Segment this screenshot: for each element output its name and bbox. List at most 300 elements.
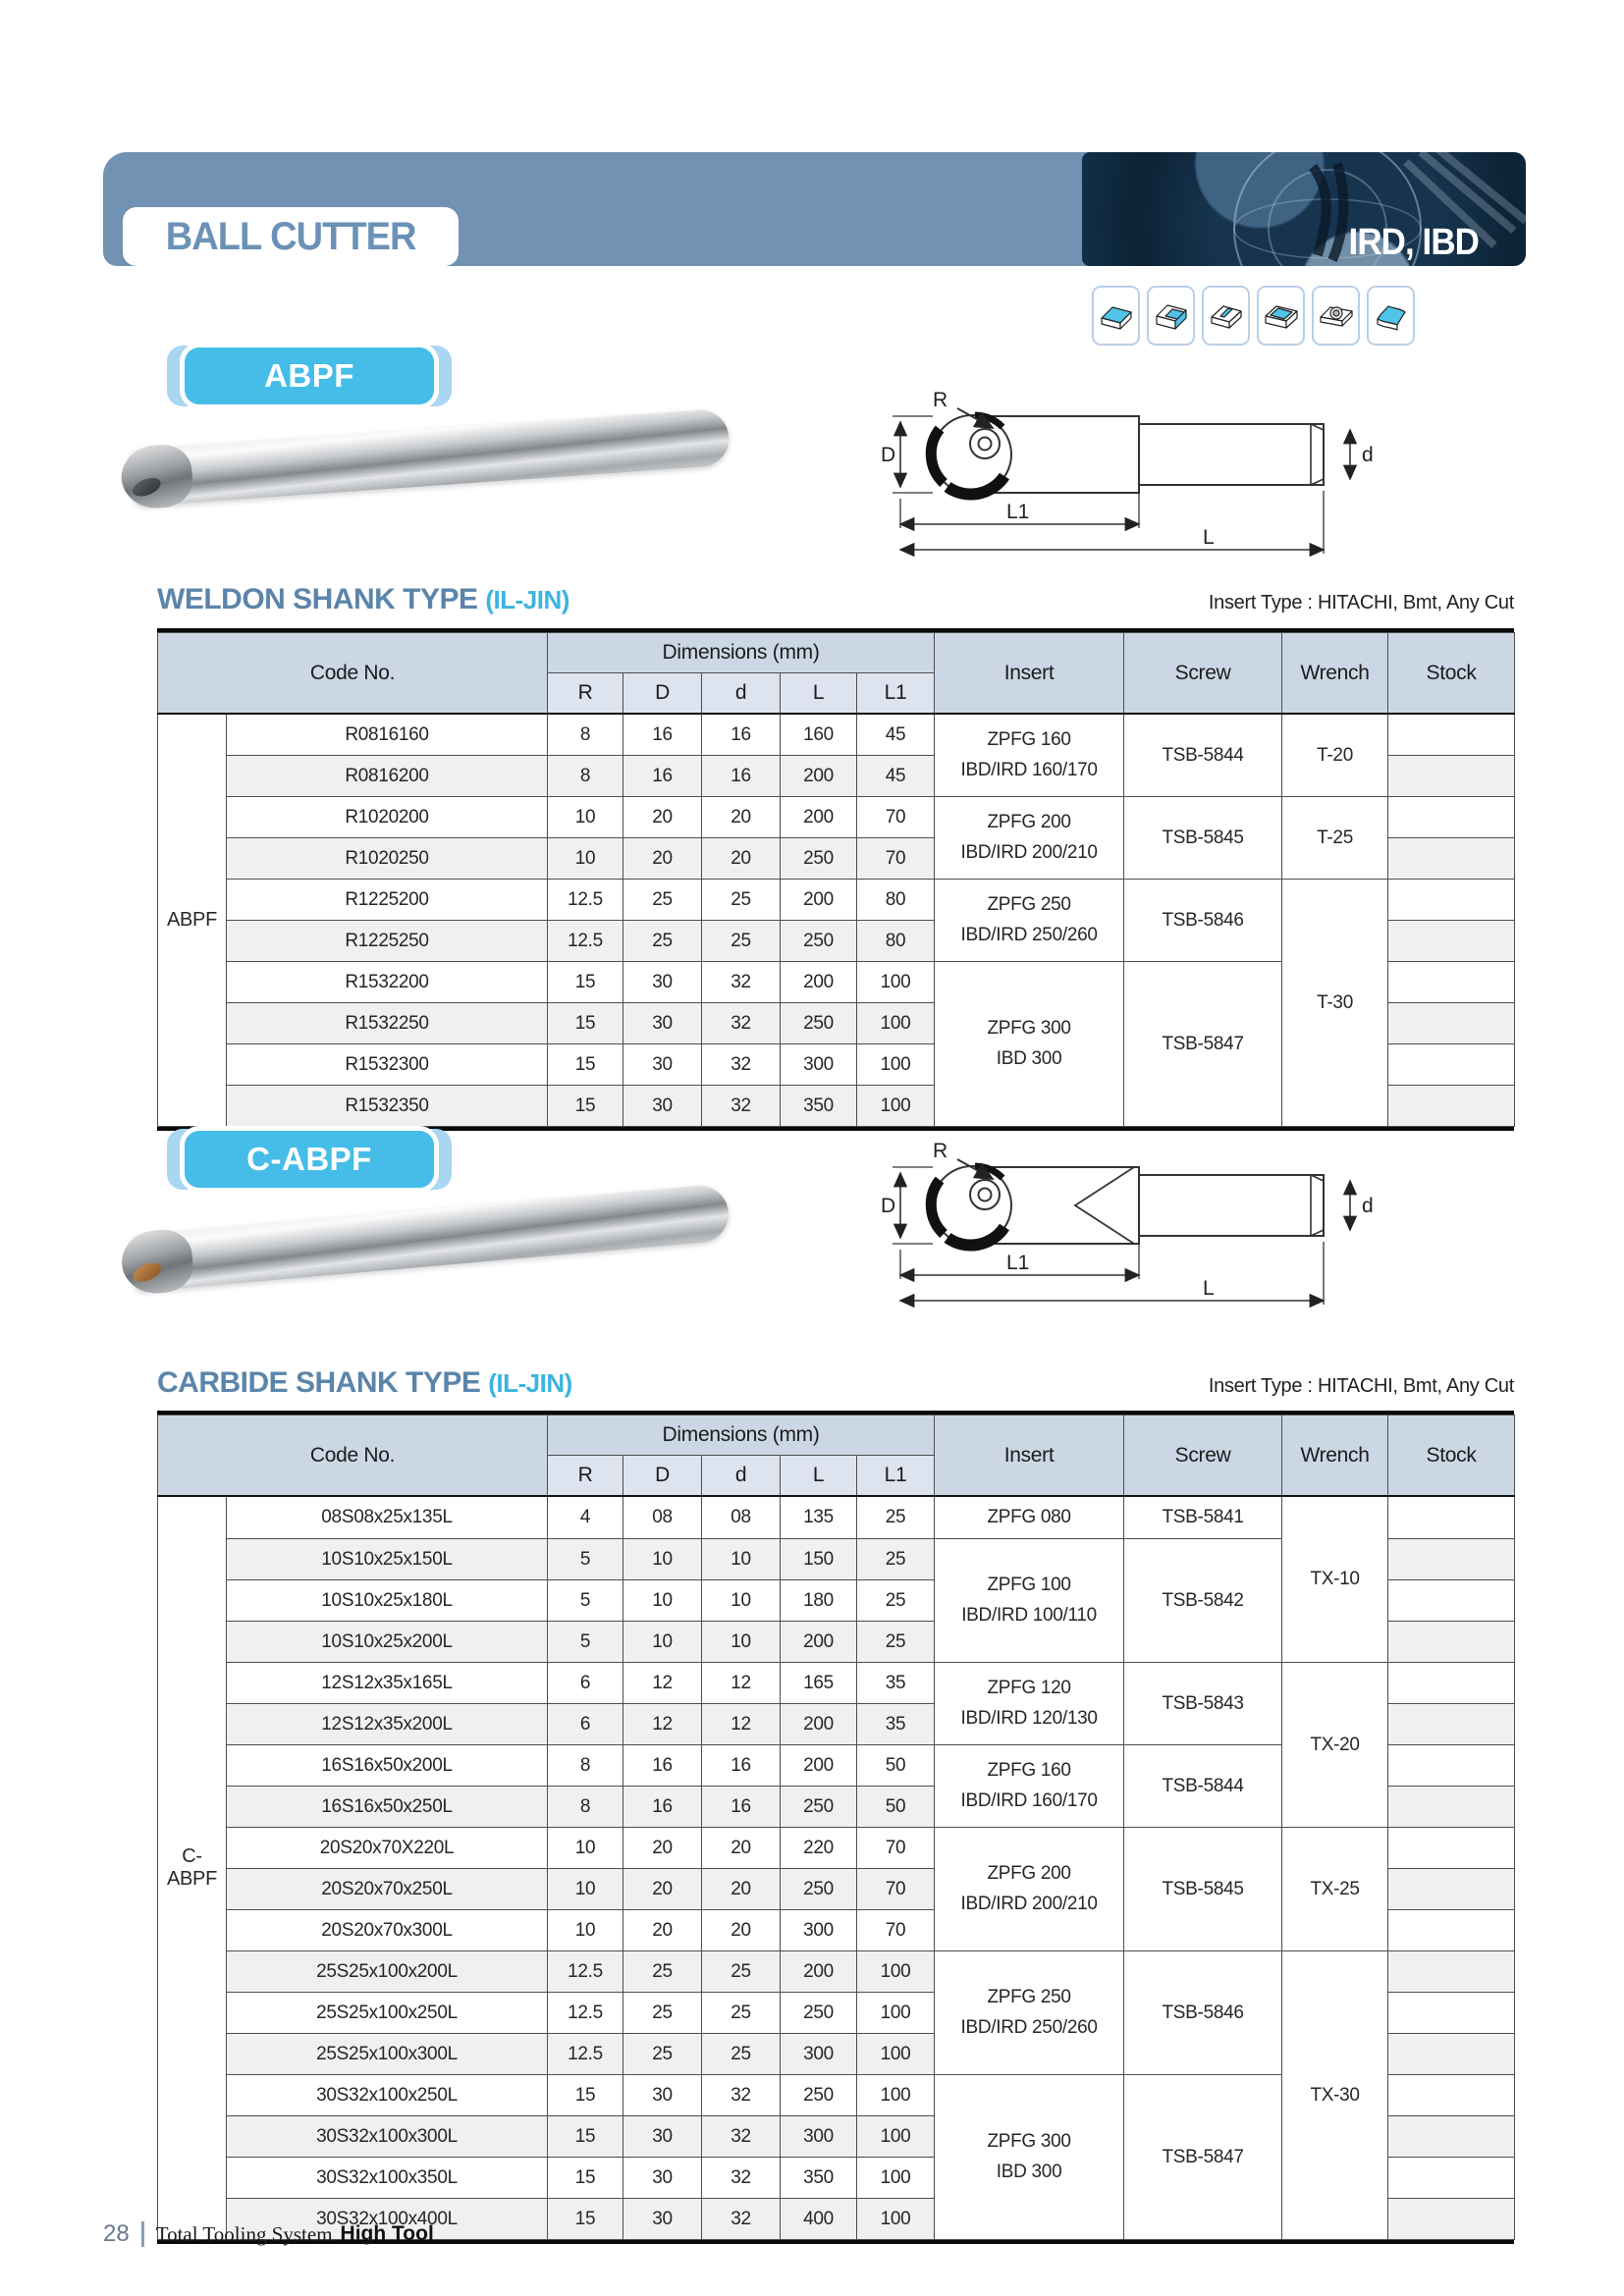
stock-cell (1388, 797, 1515, 838)
dim-cell: 100 (857, 1086, 935, 1127)
dim-cell: 100 (857, 2075, 935, 2116)
dim-cell: 25 (702, 921, 781, 962)
code-cell: 16S16x50x200L (227, 1745, 548, 1787)
diagram-label-l1: L1 (1006, 501, 1030, 523)
dim-cell: 35 (857, 1663, 935, 1704)
dim-cell: 25 (623, 1993, 702, 2034)
insert-cell: ZPFG 300 IBD 300 (935, 962, 1124, 1127)
insert-cell: ZPFG 250 IBD/IRD 250/260 (935, 880, 1124, 962)
diagram-label-d: d (1362, 1195, 1374, 1217)
code-cell: R1532200 (227, 962, 548, 1003)
dim-cell: 80 (857, 880, 935, 921)
stock-cell (1388, 2199, 1515, 2240)
dim-cell: 350 (781, 1086, 857, 1127)
dim-cell: 12.5 (548, 921, 623, 962)
screw-cell: TSB-5844 (1124, 1745, 1282, 1828)
code-cell: 10S10x25x150L (227, 1539, 548, 1580)
dim-cell: 400 (781, 2199, 857, 2240)
insert-wave-icon (1367, 286, 1415, 346)
dim-cell: 20 (623, 1869, 702, 1910)
code-cell: R1020250 (227, 838, 548, 880)
stock-cell (1388, 756, 1515, 797)
col-subheader-dim: D (623, 1456, 702, 1497)
dim-cell: 16 (623, 1787, 702, 1828)
stock-cell (1388, 2158, 1515, 2199)
dim-cell: 32 (702, 2075, 781, 2116)
section-heading-weldon (157, 583, 1514, 616)
table-row (158, 1828, 1515, 1869)
stock-cell (1388, 1086, 1515, 1127)
col-header-insert: Insert (935, 1415, 1124, 1497)
dim-cell: 20 (623, 1910, 702, 1951)
dim-cell: 250 (781, 2075, 857, 2116)
dim-cell: 250 (781, 838, 857, 880)
insert-slot-icon (1202, 286, 1250, 346)
dim-cell: 20 (623, 797, 702, 838)
dim-cell: 45 (857, 714, 935, 756)
dim-cell: 32 (702, 1086, 781, 1127)
stock-cell (1388, 714, 1515, 756)
stock-cell (1388, 921, 1515, 962)
corner-label: IRD, IBD (1348, 222, 1479, 263)
dim-cell: 32 (702, 1044, 781, 1086)
tech-diagram-c-abpf (879, 1134, 1384, 1315)
dim-cell: 150 (781, 1539, 857, 1580)
wrench-cell: TX-10 (1282, 1496, 1388, 1663)
section-heading-carbide (157, 1366, 1514, 1400)
dim-cell: 35 (857, 1704, 935, 1745)
dim-cell: 12 (702, 1704, 781, 1745)
wrench-cell: TX-25 (1282, 1828, 1388, 1951)
dim-cell: 10 (548, 797, 623, 838)
dim-cell: 50 (857, 1787, 935, 1828)
series-badge-label: ABPF (264, 357, 354, 394)
dim-cell: 32 (702, 2116, 781, 2158)
dim-cell: 16 (702, 1745, 781, 1787)
code-cell: 30S32x100x300L (227, 2116, 548, 2158)
insert-cell: ZPFG 200 IBD/IRD 200/210 (935, 797, 1124, 880)
dim-cell: 100 (857, 1003, 935, 1044)
dim-cell: 25 (623, 2034, 702, 2075)
stock-cell (1388, 962, 1515, 1003)
page-title-box (123, 207, 459, 266)
dim-cell: 12 (623, 1663, 702, 1704)
dim-cell: 15 (548, 1086, 623, 1127)
table-row (158, 1496, 1515, 1539)
table-row (158, 714, 1515, 756)
dim-cell: 100 (857, 1993, 935, 2034)
dim-cell: 16 (702, 756, 781, 797)
col-subheader-dim: R (548, 1456, 623, 1497)
footer-divider (141, 2221, 144, 2247)
code-cell: 30S32x100x250L (227, 2075, 548, 2116)
dim-cell: 5 (548, 1580, 623, 1622)
dim-cell: 12 (702, 1663, 781, 1704)
screw-cell: TSB-5843 (1124, 1663, 1282, 1745)
dim-cell: 8 (548, 1745, 623, 1787)
dim-cell: 8 (548, 714, 623, 756)
dim-cell: 12.5 (548, 1951, 623, 1993)
dim-cell: 10 (548, 838, 623, 880)
dim-cell: 200 (781, 1704, 857, 1745)
diagram-label-d: d (1362, 444, 1374, 466)
screw-cell: TSB-5847 (1124, 2075, 1282, 2240)
dim-cell: 12.5 (548, 2034, 623, 2075)
col-header-code: Code No. (158, 633, 548, 715)
dim-cell: 30 (623, 2199, 702, 2240)
code-cell: 25S25x100x300L (227, 2034, 548, 2075)
dim-cell: 80 (857, 921, 935, 962)
dim-cell: 180 (781, 1580, 857, 1622)
dim-cell: 10 (702, 1539, 781, 1580)
stock-cell (1388, 1910, 1515, 1951)
section-heading-suffix: (IL-JIN) (485, 585, 569, 614)
diagram-label-r: R (933, 1140, 948, 1162)
screw-cell: TSB-5842 (1124, 1539, 1282, 1663)
dim-cell: 8 (548, 756, 623, 797)
dim-cell: 16 (623, 756, 702, 797)
screw-cell: TSB-5844 (1124, 714, 1282, 797)
stock-cell (1388, 1539, 1515, 1580)
dim-cell: 16 (623, 714, 702, 756)
dim-cell: 15 (548, 2199, 623, 2240)
dim-cell: 5 (548, 1539, 623, 1580)
dim-cell: 20 (702, 838, 781, 880)
screw-cell: TSB-5846 (1124, 880, 1282, 962)
insert-cell: ZPFG 080 (935, 1496, 1124, 1539)
dim-cell: 30 (623, 962, 702, 1003)
code-cell: R1225200 (227, 880, 548, 921)
insert-cell: ZPFG 120 IBD/IRD 120/130 (935, 1663, 1124, 1745)
dim-cell: 70 (857, 797, 935, 838)
series-label-cell: ABPF (158, 714, 227, 1127)
screw-cell: TSB-5841 (1124, 1496, 1282, 1539)
section-heading-text: CARBIDE SHANK TYPE (157, 1366, 481, 1399)
dim-cell: 250 (781, 1003, 857, 1044)
dim-cell: 10 (702, 1580, 781, 1622)
stock-cell (1388, 880, 1515, 921)
dim-cell: 8 (548, 1787, 623, 1828)
dim-cell: 12 (623, 1704, 702, 1745)
dim-cell: 20 (623, 1828, 702, 1869)
dim-cell: 15 (548, 1044, 623, 1086)
stock-cell (1388, 1869, 1515, 1910)
code-cell: 30S32x100x400L (227, 2199, 548, 2240)
col-subheader-dim: L1 (857, 1456, 935, 1497)
dim-cell: 10 (623, 1580, 702, 1622)
spec-table (157, 1415, 1515, 2240)
tech-diagram-abpf (879, 383, 1384, 564)
dim-cell: 10 (702, 1622, 781, 1663)
dim-cell: 25 (857, 1539, 935, 1580)
table-row (158, 1663, 1515, 1704)
stock-cell (1388, 1745, 1515, 1787)
dim-cell: 70 (857, 1869, 935, 1910)
dim-cell: 20 (702, 1869, 781, 1910)
col-header-wrench: Wrench (1282, 1415, 1388, 1497)
col-subheader-dim: L (781, 1456, 857, 1497)
dim-cell: 30 (623, 2075, 702, 2116)
stock-cell (1388, 1622, 1515, 1663)
dim-cell: 32 (702, 1003, 781, 1044)
footer-series-title: Total Tooling System (155, 2221, 333, 2246)
dim-cell: 12.5 (548, 880, 623, 921)
code-cell: R1532350 (227, 1086, 548, 1127)
code-cell: 08S08x25x135L (227, 1496, 548, 1539)
insert-step-icon (1147, 286, 1195, 346)
wrench-cell: T-20 (1282, 714, 1388, 797)
dim-cell: 70 (857, 838, 935, 880)
insert-shape-icons (1092, 286, 1415, 346)
product-photo-c-abpf (113, 1168, 751, 1315)
dim-cell: 20 (623, 838, 702, 880)
col-header-stock: Stock (1388, 1415, 1515, 1497)
dim-cell: 15 (548, 2116, 623, 2158)
dim-cell: 200 (781, 756, 857, 797)
diagram-label-l: L (1203, 526, 1215, 549)
stock-cell (1388, 1003, 1515, 1044)
dim-cell: 10 (623, 1622, 702, 1663)
dim-cell: 100 (857, 962, 935, 1003)
dim-cell: 200 (781, 1622, 857, 1663)
dim-cell: 16 (702, 714, 781, 756)
dim-cell: 250 (781, 1787, 857, 1828)
code-cell: 30S32x100x350L (227, 2158, 548, 2199)
dim-cell: 200 (781, 880, 857, 921)
dim-cell: 10 (623, 1539, 702, 1580)
dim-cell: 100 (857, 2034, 935, 2075)
insert-cell: ZPFG 200 IBD/IRD 200/210 (935, 1828, 1124, 1951)
dim-cell: 25 (702, 1993, 781, 2034)
wrench-cell: T-30 (1282, 880, 1388, 1127)
page-header-banner (103, 152, 1526, 266)
insert-cell: ZPFG 300 IBD 300 (935, 2075, 1124, 2240)
col-header-screw: Screw (1124, 633, 1282, 715)
dim-cell: 20 (702, 1828, 781, 1869)
dim-cell: 15 (548, 2075, 623, 2116)
stock-cell (1388, 1663, 1515, 1704)
dim-cell: 6 (548, 1704, 623, 1745)
dim-cell: 10 (548, 1869, 623, 1910)
dim-cell: 4 (548, 1496, 623, 1539)
dim-cell: 50 (857, 1745, 935, 1787)
stock-cell (1388, 838, 1515, 880)
table-row (158, 880, 1515, 921)
dim-cell: 08 (702, 1496, 781, 1539)
dim-cell: 165 (781, 1663, 857, 1704)
dim-cell: 10 (548, 1828, 623, 1869)
page-footer (103, 2220, 434, 2248)
diagram-label-r: R (933, 389, 948, 411)
product-photo-abpf (113, 388, 751, 535)
code-cell: R1225250 (227, 921, 548, 962)
dim-cell: 08 (623, 1496, 702, 1539)
wrench-cell: TX-20 (1282, 1663, 1388, 1828)
insert-cell: ZPFG 100 IBD/IRD 100/110 (935, 1539, 1124, 1663)
series-label-cell: C-ABPF (158, 1496, 227, 2240)
screw-cell: TSB-5845 (1124, 1828, 1282, 1951)
dim-cell: 200 (781, 797, 857, 838)
dim-cell: 25 (623, 1951, 702, 1993)
stock-cell (1388, 1993, 1515, 2034)
table-row (158, 1951, 1515, 1993)
code-cell: R0816160 (227, 714, 548, 756)
code-cell: 10S10x25x200L (227, 1622, 548, 1663)
dim-cell: 135 (781, 1496, 857, 1539)
stock-cell (1388, 2116, 1515, 2158)
code-cell: 25S25x100x250L (227, 1993, 548, 2034)
dim-cell: 200 (781, 1951, 857, 1993)
dim-cell: 25 (857, 1496, 935, 1539)
dim-cell: 100 (857, 2116, 935, 2158)
code-cell: R1532300 (227, 1044, 548, 1086)
dim-cell: 25 (702, 880, 781, 921)
dim-cell: 200 (781, 962, 857, 1003)
dim-cell: 100 (857, 2158, 935, 2199)
insert-type-note: Insert Type : HITACHI, Bmt, Any Cut (1208, 1375, 1514, 1397)
dim-cell: 12.5 (548, 1993, 623, 2034)
dim-cell: 200 (781, 1745, 857, 1787)
col-subheader-dim: D (623, 673, 702, 715)
screw-cell: TSB-5847 (1124, 962, 1282, 1127)
dim-cell: 16 (623, 1745, 702, 1787)
col-subheader-dim: L (781, 673, 857, 715)
stock-cell (1388, 1704, 1515, 1745)
code-cell: 12S12x35x165L (227, 1663, 548, 1704)
dim-cell: 100 (857, 1044, 935, 1086)
dim-cell: 30 (623, 2116, 702, 2158)
code-cell: 20S20x70X220L (227, 1828, 548, 1869)
code-cell: 20S20x70x250L (227, 1869, 548, 1910)
dim-cell: 6 (548, 1663, 623, 1704)
col-header-insert: Insert (935, 633, 1124, 715)
code-cell: R0816200 (227, 756, 548, 797)
diagram-label-l: L (1203, 1277, 1215, 1300)
stock-cell (1388, 1951, 1515, 1993)
col-header-wrench: Wrench (1282, 633, 1388, 715)
spec-table-c-abpf (157, 1411, 1514, 2244)
screw-cell: TSB-5846 (1124, 1951, 1282, 2075)
dim-cell: 15 (548, 962, 623, 1003)
col-header-stock: Stock (1388, 633, 1515, 715)
dim-cell: 32 (702, 962, 781, 1003)
diagram-label-D: D (881, 444, 896, 466)
dim-cell: 32 (702, 2199, 781, 2240)
dim-cell: 70 (857, 1910, 935, 1951)
dim-cell: 45 (857, 756, 935, 797)
dim-cell: 25 (702, 2034, 781, 2075)
col-subheader-dim: d (702, 1456, 781, 1497)
table-row (158, 797, 1515, 838)
dim-cell: 250 (781, 921, 857, 962)
stock-cell (1388, 2034, 1515, 2075)
insert-flat-icon (1092, 286, 1140, 346)
section-heading-suffix: (IL-JIN) (488, 1368, 572, 1398)
dim-cell: 160 (781, 714, 857, 756)
code-cell: 10S10x25x180L (227, 1580, 548, 1622)
col-header-dimensions: Dimensions (mm) (548, 1415, 935, 1456)
dim-cell: 250 (781, 1869, 857, 1910)
dim-cell: 15 (548, 2158, 623, 2199)
insert-screw-icon (1312, 286, 1360, 346)
diagram-label-l1: L1 (1006, 1252, 1030, 1274)
dim-cell: 300 (781, 2034, 857, 2075)
code-cell: 16S16x50x250L (227, 1787, 548, 1828)
insert-type-note: Insert Type : HITACHI, Bmt, Any Cut (1208, 592, 1514, 614)
dim-cell: 30 (623, 1086, 702, 1127)
dim-cell: 300 (781, 1044, 857, 1086)
dim-cell: 15 (548, 1003, 623, 1044)
code-cell: 25S25x100x200L (227, 1951, 548, 1993)
dim-cell: 100 (857, 2199, 935, 2240)
dim-cell: 5 (548, 1622, 623, 1663)
dim-cell: 10 (548, 1910, 623, 1951)
dim-cell: 25 (623, 921, 702, 962)
code-cell: R1020200 (227, 797, 548, 838)
dim-cell: 25 (857, 1580, 935, 1622)
col-header-screw: Screw (1124, 1415, 1282, 1497)
stock-cell (1388, 2075, 1515, 2116)
dim-cell: 30 (623, 1003, 702, 1044)
spec-table-abpf (157, 628, 1514, 1131)
stock-cell (1388, 1580, 1515, 1622)
dim-cell: 250 (781, 1993, 857, 2034)
col-header-code: Code No. (158, 1415, 548, 1497)
col-subheader-dim: d (702, 673, 781, 715)
insert-cell: ZPFG 160 IBD/IRD 160/170 (935, 714, 1124, 797)
wrench-cell: TX-30 (1282, 1951, 1388, 2240)
stock-cell (1388, 1496, 1515, 1539)
col-subheader-dim: L1 (857, 673, 935, 715)
series-badge-label: C-ABPF (246, 1141, 372, 1177)
dim-cell: 70 (857, 1828, 935, 1869)
footer-brand: High Tool (340, 2222, 434, 2245)
screw-cell: TSB-5845 (1124, 797, 1282, 880)
header-photo (1082, 152, 1526, 266)
stock-cell (1388, 1044, 1515, 1086)
code-cell: 12S12x35x200L (227, 1704, 548, 1745)
dim-cell: 350 (781, 2158, 857, 2199)
insert-pocket-icon (1257, 286, 1305, 346)
stock-cell (1388, 1828, 1515, 1869)
page-title: BALL CUTTER (165, 214, 416, 258)
dim-cell: 30 (623, 1044, 702, 1086)
wrench-cell: T-25 (1282, 797, 1388, 880)
dim-cell: 16 (702, 1787, 781, 1828)
insert-cell: ZPFG 160 IBD/IRD 160/170 (935, 1745, 1124, 1828)
page-number: 28 (103, 2220, 130, 2247)
dim-cell: 25 (857, 1622, 935, 1663)
spec-table (157, 632, 1515, 1127)
col-header-dimensions: Dimensions (mm) (548, 633, 935, 673)
dim-cell: 32 (702, 2158, 781, 2199)
dim-cell: 20 (702, 1910, 781, 1951)
insert-cell: ZPFG 250 IBD/IRD 250/260 (935, 1951, 1124, 2075)
dim-cell: 25 (623, 880, 702, 921)
code-cell: 20S20x70x300L (227, 1910, 548, 1951)
dim-cell: 300 (781, 2116, 857, 2158)
dim-cell: 100 (857, 1951, 935, 1993)
dim-cell: 300 (781, 1910, 857, 1951)
dim-cell: 30 (623, 2158, 702, 2199)
dim-cell: 20 (702, 797, 781, 838)
section-heading-text: WELDON SHANK TYPE (157, 583, 478, 615)
dim-cell: 220 (781, 1828, 857, 1869)
col-subheader-dim: R (548, 673, 623, 715)
dim-cell: 25 (702, 1951, 781, 1993)
code-cell: R1532250 (227, 1003, 548, 1044)
diagram-label-D: D (881, 1195, 896, 1217)
